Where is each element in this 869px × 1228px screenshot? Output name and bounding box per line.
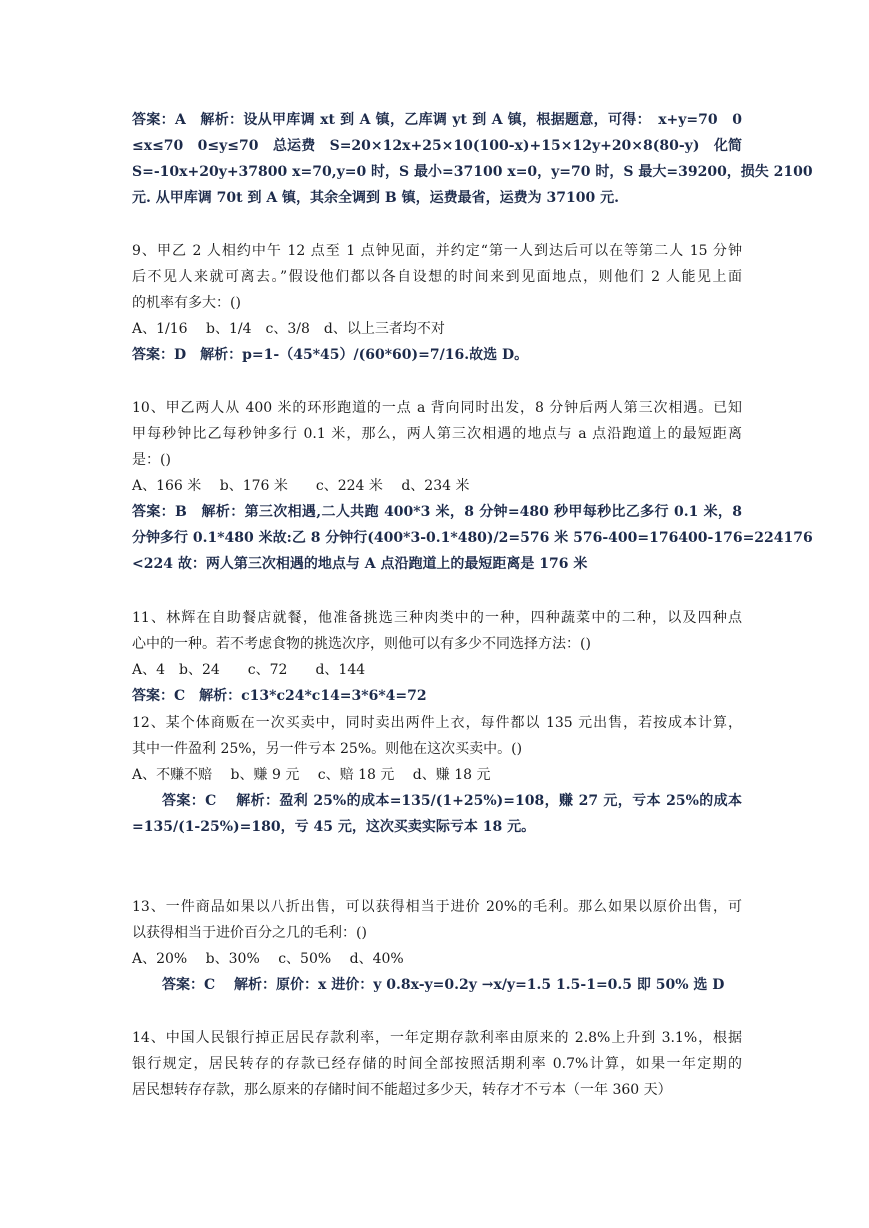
question-options: A、166 米 b、176 米 c、224 米 d、234 米 [132, 478, 470, 494]
question-options: A、4 b、24 c、72 d、144 [132, 662, 366, 678]
question-text-line: 13、一件商品如果以八折出售，可以获得相当于进价 20%的毛利。那么如果以原价出售，可 [132, 899, 742, 915]
question-text-line: 9、甲乙 2 人相约中午 12 点至 1 点钟见面，并约定“第一人到达后可以在等第二人 15 分钟 [132, 243, 742, 259]
answer-line: 答案：A 解析：设从甲库调 xt 到 A 镇，乙库调 yt 到 A 镇，根据题意，可得： x+y=70 0 [132, 112, 742, 128]
question-text-line: 是：() [132, 452, 171, 468]
answer-line: 答案：C 解析：c13*c24*c14=3*6*4=72 [132, 688, 427, 704]
question-10 [132, 395, 813, 577]
question-text-line: 的机率有多大：() [132, 295, 241, 311]
question-11 [132, 605, 742, 709]
question-text-line: 其中一件盈利 25%，另一件亏本 25%。则他在这次买卖中。() [132, 741, 523, 757]
answer-line: ≤x≤70 0≤y≤70 总运费 S=20×12x+25×10(100-x)+15×12y+20×8(80-y) 化简 [132, 138, 742, 154]
answer-line: 答案：C 解析：盈利 25%的成本=135/(1+25%)=108，赚 27 元，亏本 25%的成本 [162, 793, 742, 809]
question-options: A、20% b、30% c、50% d、40% [132, 951, 404, 967]
question-text-line: 14、中国人民银行掉正居民存款利率，一年定期存款利率由原来的 2.8%上升到 3.1%，根据 [132, 1030, 742, 1046]
question-options: A、1/16 b、1/4 c、3/8 d、以上三者均不对 [132, 321, 445, 337]
question-text-line: 10、甲乙两人从 400 米的环形跑道的一点 a 背向同时出发，8 分钟后两人第三次相遇。已知 [132, 400, 742, 416]
question-9 [132, 238, 742, 368]
question-options: A、不赚不赔 b、赚 9 元 c、赔 18 元 d、赚 18 元 [132, 767, 491, 783]
answer-line: 答案：D 解析：p=1-（45*45）/(60*60)=7/16.故选 D。 [132, 347, 529, 363]
answer-line: S=-10x+20y+37800 x=70,y=0 时，S 最小=37100 x=0，y=70 时，S 最大=39200，损失 2100 [132, 164, 813, 180]
answer-line: 元. 从甲库调 70t 到 A 镇，其余全调到 B 镇，运费最省，运费为 37100 元. [132, 190, 619, 206]
answer-line: <224 故：两人第三次相遇的地点与 A 点沿跑道上的最短距离是 176 米 [132, 556, 588, 572]
question-text-line: 甲每秒钟比乙每秒钟多行 0.1 米，那么，两人第三次相遇的地点与 a 点沿跑道上的最短距离 [132, 426, 742, 442]
answer-line: 答案：C 解析：原价：x 进价：y 0.8x-y=0.2y →x/y=1.5 1.5-1=0.5 即 50% 选 D [162, 977, 725, 993]
answer-line: =135/(1-25%)=180，亏 45 元，这次买卖实际亏本 18 元。 [132, 819, 536, 835]
question-text-line: 银行规定，居民转存的存款已经存储的时间全部按照活期利率 0.7%计算，如果一年定期的 [132, 1056, 742, 1072]
question-text-line: 以获得相当于进价百分之几的毛利：() [132, 925, 367, 941]
question-text-line: 11、林辉在自助餐店就餐，他准备挑选三种肉类中的一种，四种蔬菜中的二种，以及四种点 [132, 610, 742, 626]
answer-line: 分钟多行 0.1*480 米故:乙 8 分钟行(400*3-0.1*480)/2=576 米 576-400=176400-176=224176 [132, 530, 813, 546]
answer-block-8 [132, 107, 813, 211]
question-text-line: 居民想转存存款，那么原来的存储时间不能超过多少天，转存才不亏本（一年 360 天） [132, 1082, 672, 1098]
answer-line: 答案：B 解析：第三次相遇,二人共跑 400*3 米，8 分钟=480 秒甲每秒比乙多行 0.1 米，8 [132, 504, 742, 520]
question-13 [132, 894, 742, 998]
question-text-line: 12、某个体商贩在一次买卖中，同时卖出两件上衣，每件都以 135 元出售，若按成本计算， [132, 715, 742, 731]
question-text-line: 后不见人来就可离去。”假设他们都以各自设想的时间来到见面地点，则他们 2 人能见上面 [132, 269, 742, 285]
question-12 [132, 710, 742, 840]
question-text-line: 心中的一种。若不考虑食物的挑选次序，则他可以有多少不同选择方法：() [132, 636, 591, 652]
question-14 [132, 1025, 742, 1103]
